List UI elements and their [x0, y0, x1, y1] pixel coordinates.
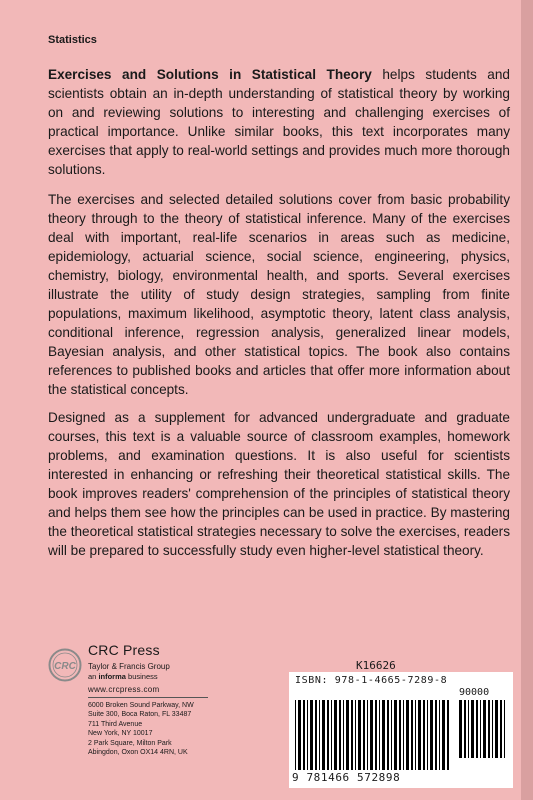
address-line: 6000 Broken Sound Parkway, NW [88, 702, 194, 709]
address-line: 2 Park Square, Milton Park [88, 740, 172, 747]
address-boca-raton [88, 702, 194, 719]
barcode-addon-bars [459, 700, 507, 758]
barcode-bar [459, 700, 462, 758]
barcode-bar [406, 700, 409, 770]
barcode-bar [303, 700, 305, 770]
address-line: 711 Third Avenue [88, 721, 143, 728]
address-line: New York, NY 10017 [88, 729, 153, 737]
barcode-bar [387, 700, 389, 770]
barcode-bar [488, 700, 490, 758]
barcode-bars [295, 700, 453, 770]
barcode-bar [468, 700, 469, 758]
barcode-bar [351, 700, 353, 770]
barcode-bar [358, 700, 361, 770]
barcode-bar [427, 700, 428, 770]
barcode-bar [315, 700, 317, 770]
price-code: 90000 [459, 687, 490, 698]
barcode-bar [382, 700, 385, 770]
barcode-bar [471, 700, 474, 758]
barcode-bar [310, 700, 313, 770]
barcode-bar [334, 700, 337, 770]
isbn-barcode [289, 672, 513, 788]
address-new-york [88, 721, 152, 738]
barcode-bar [442, 700, 445, 770]
barcode-bar [375, 700, 377, 770]
publisher-divider [88, 697, 208, 698]
barcode-bar [394, 700, 397, 770]
publisher-business [88, 672, 158, 681]
barcode-bar [295, 700, 296, 770]
paragraph-1-text: helps students and scientists obtain an in-depth understanding of statistical theory by working on and reviewing solutions to interesting and challenging exercises of practical importance. Unlike similar books, this text incorporates many exercises that apply to real-world settings and provides much more thorough solutions. [48, 67, 510, 177]
barcode-bar [464, 700, 466, 758]
address-abingdon [88, 740, 188, 757]
publisher-name: CRC Press [88, 642, 160, 658]
isbn-label: ISBN: 978-1-4665-7289-8 [295, 675, 448, 686]
business-suffix: business [125, 672, 158, 681]
barcode-bar [363, 700, 365, 770]
paragraph-3: Designed as a supplement for advanced undergraduate and graduate courses, this text is a valuable source of classroom examples, homework problems, and examination questions. It is also useful for scientists interested in enhancing or refreshing their theoretical statistical skills. The book improves readers' comprehension of the principles of statistical theory and helps them see how the principles can be used in practice. By mastering the theoretical statistical strategies necessary to solve the exercises, readers will be prepared to successfully study even higher-level statistical theory. [48, 410, 510, 558]
barcode-bar [492, 700, 493, 758]
barcode-bar [504, 700, 505, 758]
catalog-code: K16626 [356, 659, 396, 672]
ean-digits: 9 781466 572898 [292, 771, 401, 784]
barcode-bar [447, 700, 449, 770]
barcode-bar [298, 700, 301, 770]
barcode-bar [423, 700, 425, 770]
barcode-bar [495, 700, 498, 758]
category-label: Statistics [48, 34, 97, 46]
barcode-bar [367, 700, 368, 770]
barcode-bar [327, 700, 329, 770]
book-title-lead: Exercises and Solutions in Statistical Theory [48, 67, 372, 82]
barcode-bar [339, 700, 341, 770]
barcode-bar [307, 700, 308, 770]
barcode-bar [418, 700, 421, 770]
barcode-bar [430, 700, 433, 770]
barcode-bar [343, 700, 344, 770]
barcode-bar [355, 700, 356, 770]
paragraph-1 [48, 66, 510, 179]
business-prefix: an [88, 672, 99, 681]
business-bold: informa [98, 672, 126, 681]
barcode-bar [379, 700, 380, 770]
barcode-bar [399, 700, 401, 770]
logo-text: CRC [54, 661, 76, 672]
barcode-bar [411, 700, 413, 770]
barcode-bar [346, 700, 349, 770]
right-edge-band [521, 0, 533, 800]
barcode-bar [439, 700, 440, 770]
barcode-bar [319, 700, 320, 770]
barcode-bar [331, 700, 332, 770]
address-line: Suite 300, Boca Raton, FL 33487 [88, 710, 192, 718]
barcode-bar [415, 700, 416, 770]
barcode-bar [403, 700, 404, 770]
barcode-bar [500, 700, 502, 758]
publisher-url: www.crcpress.com [88, 685, 160, 694]
paragraph-2: The exercises and selected detailed solutions cover from basic probability theory through to the theory of statistical inference. Many of the exercises deal with important, real-life scenarios in areas such as medicine, epidemiology, actuarial science, social science, engineering, physics, chemistry, biology, environmental health, and sports. Several exercises illustrate the utility of study design strategies, sampling from finite populations, maximum likelihood, asymptotic theory, latent class analysis, conditional inference, regression analysis, generalized linear models, Bayesian analysis, and other statistical topics. The book also contains references to published books and articles that offer more information about the statistical concepts. [48, 192, 510, 397]
barcode-bar [480, 700, 481, 758]
address-line: Abingdon, Oxon OX14 4RN, UK [88, 748, 188, 756]
barcode-bar [435, 700, 437, 770]
barcode-bar [483, 700, 486, 758]
barcode-bar [370, 700, 373, 770]
barcode-bar [322, 700, 325, 770]
back-cover-text [48, 66, 510, 573]
barcode-bar [391, 700, 392, 770]
barcode-bar [476, 700, 478, 758]
publisher-group: Taylor & Francis Group [88, 662, 170, 671]
crc-press-logo-icon [48, 648, 82, 682]
